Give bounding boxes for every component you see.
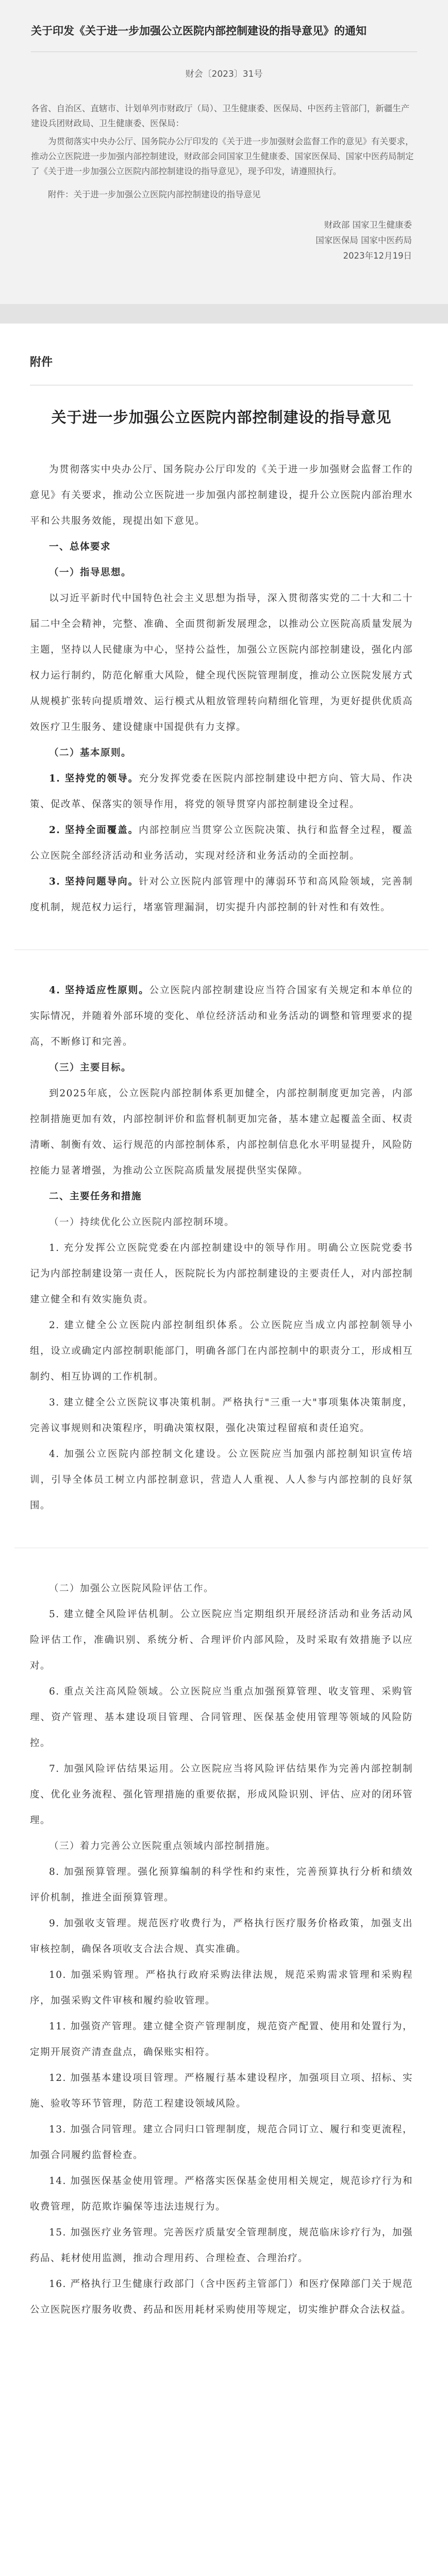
notice-addressees: 各省、自治区、直辖市、计划单列市财政厅（局）、卫生健康委、医保局、中医药主管部门，新疆生产建设兵团财政局、卫生健康委、医保局： bbox=[31, 104, 410, 128]
paragraph-text: 充分发挥党委在医院内部控制建设中把方向、管大局、作决策、促改革、保落实的领导作用，将党的领导贯穿内部控制建设全过程。 bbox=[30, 773, 413, 810]
subsection-heading: （一）指导思想。 bbox=[49, 567, 132, 578]
notice-body: 为贯彻落实中央办公厅、国务院办公厅印发的《关于进一步加强财会监督工作的意见》有关要求，推动公立医院进一步加强内部控制建设，财政部会同国家卫生健康委、国家医保局、国家中医药局制定了《关于进一步加强公立医院内部控制建设的指导意见》，现予印发，请遵照执行。 bbox=[31, 137, 414, 176]
attachment-label: 附件 bbox=[30, 356, 53, 369]
body-paragraph bbox=[30, 869, 413, 921]
paragraph-lead: 1. 坚持党的领导。 bbox=[49, 773, 139, 784]
paragraph-text: 针对公立医院内部管理中的薄弱环节和高风险领域，完善制度机制，规范权力运行，堵塞管理漏洞，切实提升内部控制的针对性和有效性。 bbox=[30, 876, 413, 913]
document-title: 关于进一步加强公立医院内部控制建设的指导意见 bbox=[51, 409, 392, 426]
notice-signature bbox=[31, 217, 417, 264]
body-paragraph bbox=[30, 766, 413, 818]
body-paragraph: 3. 建立健全公立医院议事决策机制。严格执行"三重一大"事项集体决策制度，完善议事规则和决策程序，明确决策权限，强化决策过程留痕和责任追究。 bbox=[30, 1397, 413, 1434]
body-paragraph: 7. 加强风险评估结果运用。公立医院应当将风险评估结果作为完善内部控制制度、优化业务流程、强化管理措施的重要依据，形成风险识别、评估、应对的闭环管理。 bbox=[30, 1764, 413, 1826]
body-paragraph: 16. 严格执行卫生健康行政部门（含中医药主管部门）和医疗保障部门关于规范公立医院医疗服务收费、药品和医用耗材采购使用等规定，切实维护群众合法权益。 bbox=[30, 2279, 413, 2315]
body-paragraph: 12. 加强基本建设项目管理。严格履行基本建设程序，加强项目立项、招标、实施、验收等环节管理，防范工程建设领域风险。 bbox=[30, 2073, 413, 2109]
notice-section bbox=[0, 0, 448, 304]
paragraph-text: 内部控制应当贯穿公立医院决策、执行和监督全过程，覆盖公立医院全部经济活动和业务活动，实现对经济和业务活动的全面控制。 bbox=[30, 825, 413, 861]
subsection-heading: （三）着力完善公立医院重点领域内部控制措施。 bbox=[49, 1841, 276, 1852]
subsection-heading: （二）加强公立医院风险评估工作。 bbox=[49, 1583, 214, 1594]
subsection-heading: （二）基本原则。 bbox=[49, 748, 132, 758]
body-paragraph: 5. 建立健全风险评估机制。公立医院应当定期组织开展经济活动和业务活动风险评估工作，准确识别、系统分析、合理评价内部风险，及时采取有效措施予以应对。 bbox=[30, 1609, 413, 1671]
subsection-heading: （一）持续优化公立医院内部控制环境。 bbox=[49, 1217, 235, 1228]
body-paragraph: 10. 加强采购管理。严格执行政府采购法律法规，规范采购需求管理和采购程序，加强采购文件审核和履约验收管理。 bbox=[30, 1970, 413, 2006]
body-paragraph: 1. 充分发挥公立医院党委在内部控制建设中的领导作用。明确公立医院党委书记为内部控制建设第一责任人，医院院长为内部控制建设的主要责任人，对内部控制建立健全和有效实施负责。 bbox=[30, 1243, 413, 1305]
body-paragraph: 13. 加强合同管理。建立合同归口管理制度，规范合同订立、履行和变更流程，加强合同履约监督检查。 bbox=[30, 2124, 413, 2161]
section-gap bbox=[0, 304, 448, 324]
body-paragraph bbox=[30, 978, 413, 1055]
body-paragraph bbox=[30, 818, 413, 869]
signature-date: 2023年12月19日 bbox=[343, 251, 412, 261]
signer-2: 国家医保局 国家中医药局 bbox=[316, 235, 412, 245]
signer-1: 财政部 国家卫生健康委 bbox=[324, 220, 412, 230]
notice-doc-number: 财会〔2023〕31号 bbox=[185, 69, 263, 79]
body-paragraph: 以习近平新时代中国特色社会主义思想为指导，深入贯彻落实党的二十大和二十届二中全会精神，完整、准确、全面贯彻新发展理念，以推动公立医院高质量发展为主题，坚持以人民健康为中心，坚持公益性，加强公立医院内部控制建设，强化内部权力运行制约，防范化解重大风险，健全现代医院管理制度，推动公立医院发展方式从规模扩张转向提质增效、运行模式从粗放管理转向精细化管理，为更好提供优质高效医疗卫生服务、建设健康中国提供有力支撑。 bbox=[30, 593, 413, 733]
paragraph-text: 公立医院内部控制建设应当符合国家有关规定和本单位的实际情况，并随着外部环境的变化、单位经济活动和业务活动的调整和管理要求的提高，不断修订和完善。 bbox=[30, 985, 413, 1047]
attachment-section bbox=[0, 324, 448, 2576]
subsection-heading: （三）主要目标。 bbox=[49, 1062, 132, 1073]
body-paragraph: 为贯彻落实中央办公厅、国务院办公厅印发的《关于进一步加强财会监督工作的意见》有关要求，推动公立医院进一步加强内部控制建设，提升公立医院内部治理水平和公共服务效能，现提出如下意见。 bbox=[30, 464, 413, 527]
section-heading: 二、主要任务和措施 bbox=[49, 1191, 142, 1202]
body-paragraph: 4. 加强公立医院内部控制文化建设。公立医院应当加强内部控制知识宣传培训，引导全体员工树立内部控制意识，营造人人重视、人人参与内部控制的良好氛围。 bbox=[30, 1449, 413, 1511]
body-paragraph: 到2025年底，公立医院内部控制体系更加健全，内部控制制度更加完善，内部控制措施更加有效，内部控制评价和监督机制更加完备，基本建立起覆盖全面、权责清晰、制衡有效、运行规范的内部控制体系，内部控制信息化水平明显提升，风险防控能力显著增强，为推动公立医院高质量发展提供坚实保障。 bbox=[30, 1088, 413, 1176]
body-paragraph: 9. 加强收支管理。规范医疗收费行为，严格执行医疗服务价格政策，加强支出审核控制，确保各项收支合法合规、真实准确。 bbox=[30, 1918, 413, 1955]
paragraph-lead: 4. 坚持适应性原则。 bbox=[49, 985, 150, 996]
body-paragraph: 6. 重点关注高风险领域。公立医院应当重点加强预算管理、收支管理、采购管理、资产管理、基本建设项目管理、合同管理、医保基金使用管理等领域的风险防控。 bbox=[30, 1686, 413, 1749]
paragraph-lead: 3. 坚持问题导向。 bbox=[49, 876, 139, 887]
document-body bbox=[30, 457, 413, 2323]
paragraph-lead: 2. 坚持全面覆盖。 bbox=[49, 825, 139, 836]
section-heading: 一、总体要求 bbox=[49, 541, 111, 552]
body-paragraph: 11. 加强资产管理。建立健全资产管理制度，规范资产配置、使用和处置行为，定期开展资产清查盘点，确保账实相符。 bbox=[30, 2021, 413, 2058]
body-paragraph: 2. 建立健全公立医院内部控制组织体系。公立医院应当成立内部控制领导小组，设立或确定内部控制职能部门，明确各部门在内部控制中的职责分工，形成相互制约、相互协调的工作机制。 bbox=[30, 1320, 413, 1382]
body-paragraph: 15. 加强医疗业务管理。完善医疗质量安全管理制度，规范临床诊疗行为，加强药品、耗材使用监测，推动合理用药、合理检查、合理治疗。 bbox=[30, 2227, 413, 2264]
body-paragraph: 8. 加强预算管理。强化预算编制的科学性和约束性，完善预算执行分析和绩效评价机制，推进全面预算管理。 bbox=[30, 1867, 413, 1903]
notice-attachment-link[interactable]: 附件：关于进一步加强公立医院内部控制建设的指导意见 bbox=[48, 190, 261, 199]
body-paragraph: 14. 加强医保基金使用管理。严格落实医保基金使用相关规定，规范诊疗行为和收费管理，防范欺诈骗保等违法违规行为。 bbox=[30, 2176, 413, 2212]
notice-title: 关于印发《关于进一步加强公立医院内部控制建设的指导意见》的通知 bbox=[31, 25, 367, 37]
